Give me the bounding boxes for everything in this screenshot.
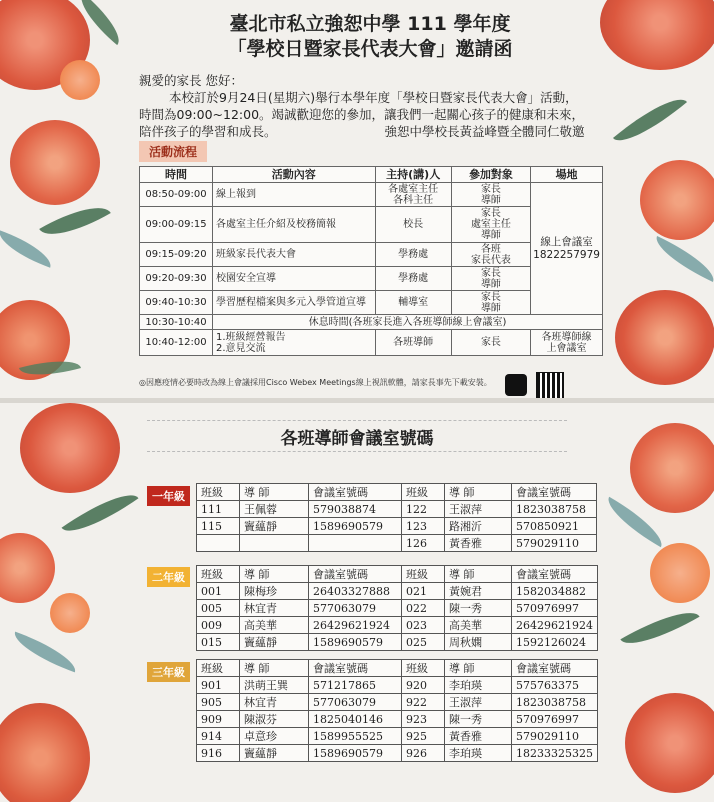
room-header-row — [197, 484, 597, 501]
table-row — [197, 694, 598, 711]
header-teacher: 導 師 — [445, 484, 512, 501]
teacher-name: 陳淑芬 — [240, 711, 309, 728]
flow-label-badge: 活動流程 — [139, 141, 207, 162]
row-host: 輔導室 — [375, 291, 451, 315]
class-number: 901 — [197, 677, 240, 694]
header-class: 班級 — [402, 566, 445, 583]
last-activity: 1.班級經營報告 2.意見交流 — [212, 330, 375, 356]
qr-code-icon — [536, 372, 564, 398]
table-row — [197, 600, 598, 617]
room-number: 1592126024 — [512, 634, 598, 651]
room-header-row — [197, 660, 598, 677]
class-number: 015 — [197, 634, 240, 651]
row-time: 09:00-09:15 — [140, 207, 213, 243]
grade-1-table — [196, 483, 597, 552]
header-audience: 參加對象 — [451, 167, 530, 183]
last-time: 10:40-12:00 — [140, 330, 213, 356]
room-number: 570850921 — [512, 518, 597, 535]
header-teacher: 導 師 — [445, 660, 512, 677]
teacher-name: 洪萌王巽 — [240, 677, 309, 694]
class-number: 926 — [402, 745, 445, 762]
class-number: 922 — [402, 694, 445, 711]
room-number: 579029110 — [512, 535, 597, 552]
room-number: 570976997 — [512, 711, 598, 728]
grade-3-label: 三年級 — [147, 662, 190, 682]
room-number: 1589690579 — [309, 634, 402, 651]
teacher-name: 王佩蓉 — [240, 501, 309, 518]
break-row — [140, 315, 603, 330]
row-audience: 家長 導師 — [451, 291, 530, 315]
teacher-name: 高美華 — [445, 617, 512, 634]
invitation-panel — [0, 0, 714, 398]
room-number: 577063079 — [309, 694, 402, 711]
teacher-name: 高美華 — [240, 617, 309, 634]
signature: 強恕中學校長黃益峰暨全體同仁敬邀 — [384, 124, 585, 139]
body-line-3-row — [139, 123, 609, 140]
room-number: 26429621924 — [309, 617, 402, 634]
room-number: 1823038758 — [512, 694, 598, 711]
table-row — [197, 634, 598, 651]
class-number: 022 — [402, 600, 445, 617]
header-teacher: 導 師 — [240, 660, 309, 677]
title-line-2: 「學校日暨家長代表大會」邀請函 — [227, 38, 513, 60]
room-number: 1823038758 — [512, 501, 597, 518]
room-number: 1582034882 — [512, 583, 598, 600]
break-text: 休息時間(各班家長進入各班導師線上會議室) — [212, 315, 602, 330]
class-number: 925 — [402, 728, 445, 745]
teacher-name: 路湘沂 — [445, 518, 512, 535]
header-teacher: 導 師 — [445, 566, 512, 583]
table-row — [197, 583, 598, 600]
room-number: 577063079 — [309, 600, 402, 617]
invitation-title — [210, 12, 530, 62]
teacher-name: 陳一秀 — [445, 711, 512, 728]
row-time: 09:40-10:30 — [140, 291, 213, 315]
class-number: 923 — [402, 711, 445, 728]
grade-2-label: 二年級 — [147, 567, 190, 587]
room-number: 1589690579 — [309, 745, 402, 762]
row-host: 各處室主任 各科主任 — [375, 183, 451, 207]
header-activity: 活動內容 — [212, 167, 375, 183]
row-host: 學務處 — [375, 243, 451, 267]
header-room: 會議室號碼 — [309, 566, 402, 583]
row-host: 校長 — [375, 207, 451, 243]
row-host: 學務處 — [375, 267, 451, 291]
header-room: 會議室號碼 — [512, 660, 598, 677]
header-room: 會議室號碼 — [309, 660, 402, 677]
row-activity: 線上報到 — [212, 183, 375, 207]
row-activity: 各處室主任介紹及校務簡報 — [212, 207, 375, 243]
table-row — [140, 183, 603, 207]
teacher-name: 李珀瑛 — [445, 745, 512, 762]
header-venue: 場地 — [531, 167, 603, 183]
webex-note: ◎因應疫情必要時改為線上會議採用Cisco Webex Meetings線上視訊軟體，請家長事先下載安裝。 — [139, 378, 492, 387]
teacher-name: 黃婉君 — [445, 583, 512, 600]
row-audience: 家長 處室主任 導師 — [451, 207, 530, 243]
room-header-row — [197, 566, 598, 583]
room-number: 1825040146 — [309, 711, 402, 728]
row-time: 09:20-09:30 — [140, 267, 213, 291]
class-number: 126 — [402, 535, 445, 552]
class-number: 005 — [197, 600, 240, 617]
room-number: 1589955525 — [309, 728, 402, 745]
row-time: 09:15-09:20 — [140, 243, 213, 267]
header-room: 會議室號碼 — [512, 484, 597, 501]
class-number: 123 — [402, 518, 445, 535]
teacher-name: 林宜青 — [240, 694, 309, 711]
teacher-name: 林宜青 — [240, 600, 309, 617]
room-number: 18233325325 — [512, 745, 598, 762]
class-number: 023 — [402, 617, 445, 634]
body-line-3: 陪伴孩子的學習和成長。 — [139, 124, 277, 139]
class-number: 909 — [197, 711, 240, 728]
grade-2-table — [196, 565, 598, 651]
teacher-name: 李珀瑛 — [445, 677, 512, 694]
header-room: 會議室號碼 — [309, 484, 402, 501]
header-teacher: 導 師 — [240, 484, 309, 501]
row-audience: 家長 導師 — [451, 183, 530, 207]
class-number: 111 — [197, 501, 240, 518]
header-class: 班級 — [197, 484, 240, 501]
break-time: 10:30-10:40 — [140, 315, 213, 330]
row-time: 08:50-09:00 — [140, 183, 213, 207]
header-class: 班級 — [402, 484, 445, 501]
header-teacher: 導 師 — [240, 566, 309, 583]
room-number: 571217865 — [309, 677, 402, 694]
header-time: 時間 — [140, 167, 213, 183]
table-row — [197, 617, 598, 634]
last-venue: 各班導師線 上會議室 — [531, 330, 603, 356]
grade-1-label: 一年級 — [147, 486, 190, 506]
class-number: 009 — [197, 617, 240, 634]
table-row — [197, 711, 598, 728]
class-number: 021 — [402, 583, 445, 600]
room-number: 1589690579 — [309, 518, 402, 535]
teacher-name: 黃香雅 — [445, 728, 512, 745]
room-number: 570976997 — [512, 600, 598, 617]
row-activity: 校園安全宣導 — [212, 267, 375, 291]
header-host: 主持(講)人 — [375, 167, 451, 183]
teacher-name: 陳梅珍 — [240, 583, 309, 600]
table-row — [197, 518, 597, 535]
class-number: 914 — [197, 728, 240, 745]
class-number: 916 — [197, 745, 240, 762]
table-row — [197, 535, 597, 552]
room-number: 579029110 — [512, 728, 598, 745]
schedule-table — [139, 166, 603, 356]
header-class: 班級 — [402, 660, 445, 677]
class-number: 122 — [402, 501, 445, 518]
teacher-name: 竇蘊靜 — [240, 634, 309, 651]
teacher-name: 周秋嫻 — [445, 634, 512, 651]
teacher-name: 竇蘊靜 — [240, 745, 309, 762]
table-row — [140, 330, 603, 356]
venue-online: 線上會議室 1822257979 — [531, 183, 603, 315]
teacher-name: 竇蘊靜 — [240, 518, 309, 535]
table-row — [197, 728, 598, 745]
schedule-header-row — [140, 167, 603, 183]
webex-app-icon — [505, 374, 527, 396]
header-class: 班級 — [197, 660, 240, 677]
table-row — [197, 501, 597, 518]
greeting-text — [139, 72, 609, 140]
room-number: 579038874 — [309, 501, 402, 518]
room-number — [309, 535, 402, 552]
rooms-title: 各班導師會議室號碼 — [280, 429, 434, 449]
teacher-name: 黃香雅 — [445, 535, 512, 552]
teacher-name: 王淑萍 — [445, 501, 512, 518]
class-number: 920 — [402, 677, 445, 694]
room-number: 26429621924 — [512, 617, 598, 634]
teacher-name: 陳一秀 — [445, 600, 512, 617]
grade-3-table — [196, 659, 598, 762]
last-host: 各班導師 — [375, 330, 451, 356]
row-activity: 班級家長代表大會 — [212, 243, 375, 267]
table-row — [197, 677, 598, 694]
header-class: 班級 — [197, 566, 240, 583]
row-audience: 各班 家長代表 — [451, 243, 530, 267]
row-audience: 家長 導師 — [451, 267, 530, 291]
body-line-1: 本校訂於9月24日(星期六)舉行本學年度「學校日暨家長代表大會」活動， — [169, 90, 578, 105]
class-number: 025 — [402, 634, 445, 651]
row-activity: 學習歷程檔案與多元入學管道宣導 — [212, 291, 375, 315]
body-line-2: 時間為09:00~12:00。竭誠歡迎您的參加，讓我們一起關心孩子的健康和未來， — [139, 107, 585, 122]
teacher-name — [240, 535, 309, 552]
class-number — [197, 535, 240, 552]
room-number: 575763375 — [512, 677, 598, 694]
room-number: 26403327888 — [309, 583, 402, 600]
teacher-name: 卓意珍 — [240, 728, 309, 745]
last-audience: 家長 — [451, 330, 530, 356]
class-number: 905 — [197, 694, 240, 711]
teacher-name: 王淑萍 — [445, 694, 512, 711]
header-room: 會議室號碼 — [512, 566, 598, 583]
salutation: 親愛的家長 您好： — [139, 73, 243, 88]
class-number: 001 — [197, 583, 240, 600]
title-line-1: 臺北市私立強恕中學 111 學年度 — [229, 13, 511, 35]
table-row — [197, 745, 598, 762]
class-number: 115 — [197, 518, 240, 535]
